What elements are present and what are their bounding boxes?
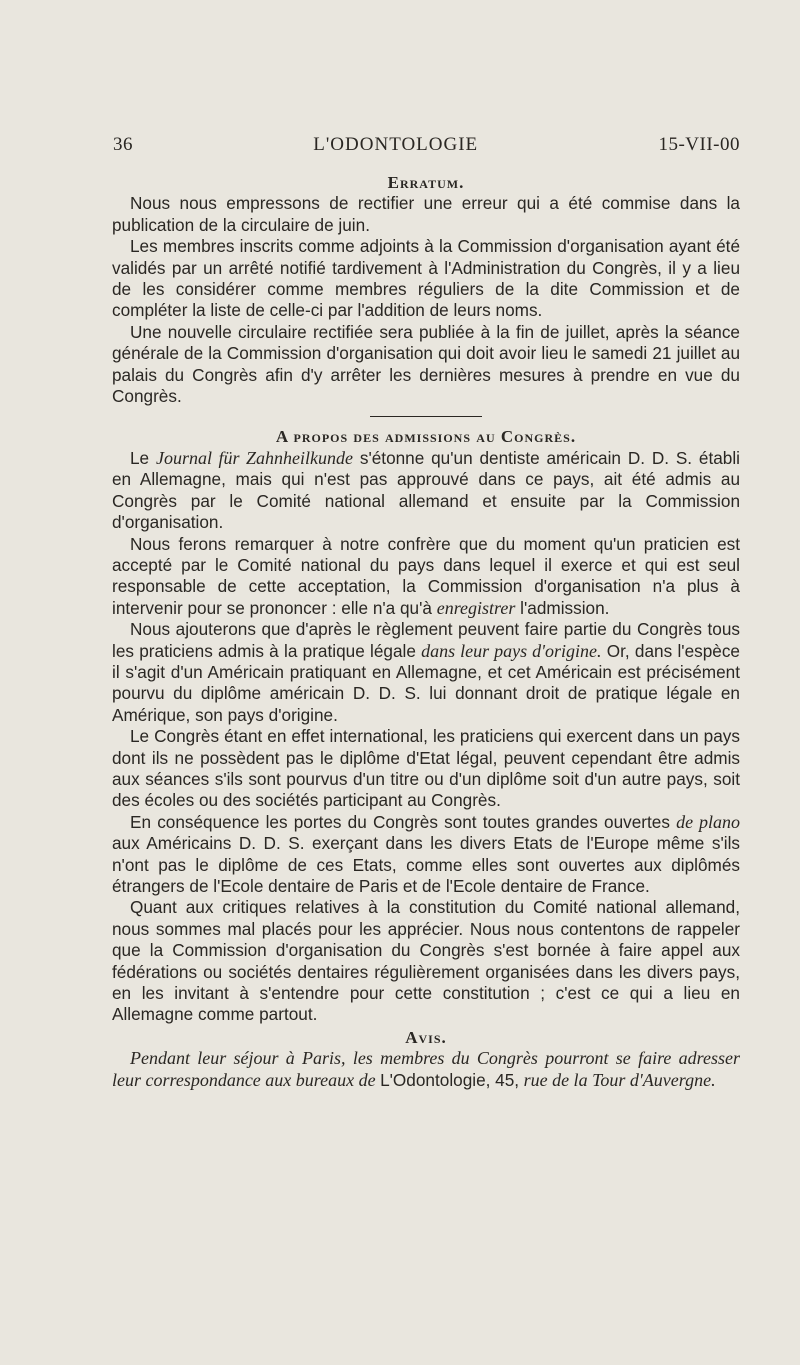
page-number: 36 xyxy=(113,134,133,155)
admissions-heading: A propos des admissions au Congrès. xyxy=(275,427,577,447)
admissions-paragraph-6: Quant aux critiques relatives à la constitution du Comité national allemand, nous sommes mal placés pour les apprécier. Nous nous contentons de rappeler que la Commission d'organisation du Congrès s'est bornée à faire appel aux fédérations ou sociétés dentaires régulièrement organisées dans les divers pays, en les invitant à s'entendre pour cette constitution ; c'est ce qui a lieu en Allemagne comme partout. xyxy=(112,897,740,1025)
section-divider xyxy=(370,416,482,417)
admissions-paragraph-5: En conséquence les portes du Congrès sont toutes grandes ouvertes de plano aux Américains D. D. S. exerçant dans les divers Etats de l'Europe même s'ils n'ont pas le diplôme de ces Etats, comme elles sont ouvertes aux diplômés étrangers de l'Ecole dentaire de Paris et de l'Ecole dentaire de France. xyxy=(112,811,740,896)
journal-title: L'ODONTOLOGIE xyxy=(313,134,479,155)
admissions-paragraph-1: Le Journal für Zahnheilkunde s'étonne qu'un dentiste américain D. D. S. établi en Allemagne, mais qui n'est pas approuvé dans ce pays, ait été admis au Congrès par le Comité national allemand et ensuite par la Commission d'organisation. xyxy=(112,447,740,533)
notice-paragraph: Pendant leur séjour à Paris, les membres du Congrès pourront se faire adresser leur correspondance aux bureaux de L'Odontologie, 45, rue de la Tour d'Auvergne. xyxy=(112,1048,740,1090)
admissions-paragraph-2: Nous ferons remarquer à notre confrère que du moment qu'un praticien est accepté par le Comité national du pays dans lequel il exerce et qui est seul responsable de cette acceptation, la Commission d'organisation n'a plus à intervenir pour se prononcer : elle n'a qu'à enregistrer l'admission. xyxy=(112,533,740,618)
erratum-paragraph-1: Nous nous empressons de rectifier une erreur qui a été commise dans la publication de la circulaire de juin. xyxy=(112,193,740,235)
notice-heading: Avis. xyxy=(405,1027,447,1047)
erratum-paragraph-3: Une nouvelle circulaire rectifiée sera publiée à la fin de juillet, après la séance générale de la Commission d'organisation qui doit avoir lieu le samedi 21 juillet au palais du Congrès afin d'y arrêter les dernières mesures à prendre en vue du Congrès. xyxy=(112,321,740,407)
article-body xyxy=(112,172,740,1091)
erratum-paragraph-2: Les membres inscrits comme adjoints à la Commission d'organisation ayant été validés par un arrêté notifié tardivement à l'Administration du Congrès, il y a lieu de les considérer comme membres réguliers de la dite Commission et de compléter la liste de celle-ci par l'addition de leurs noms. xyxy=(112,236,740,321)
admissions-paragraph-3: Nous ajouterons que d'après le règlement peuvent faire partie du Congrès tous les praticiens admis à la pratique légale dans leur pays d'origine. Or, dans l'espèce il s'agit d'un Américain pratiquant en Allemagne, et cet Américain est précisément pourvu du diplôme américain D. D. S. lui donnant droit de pratique légale en Amérique, son pays d'origine. xyxy=(112,619,740,725)
running-header xyxy=(113,134,740,156)
admissions-paragraph-4: Le Congrès étant en effet international, les praticiens qui exercent dans un pays dont ils ne possèdent pas le diplôme d'Etat légal, peuvent cependant être admis aux séances s'ils sont pourvus d'un titre ou d'un diplôme soit d'un autre pays, soit des écoles ou des sociétés participant au Congrès. xyxy=(112,726,740,811)
erratum-heading: Erratum. xyxy=(387,173,465,192)
journal-name: Journal für Zahnheilkunde xyxy=(155,447,354,468)
issue-date: 15-VII-00 xyxy=(658,134,740,155)
